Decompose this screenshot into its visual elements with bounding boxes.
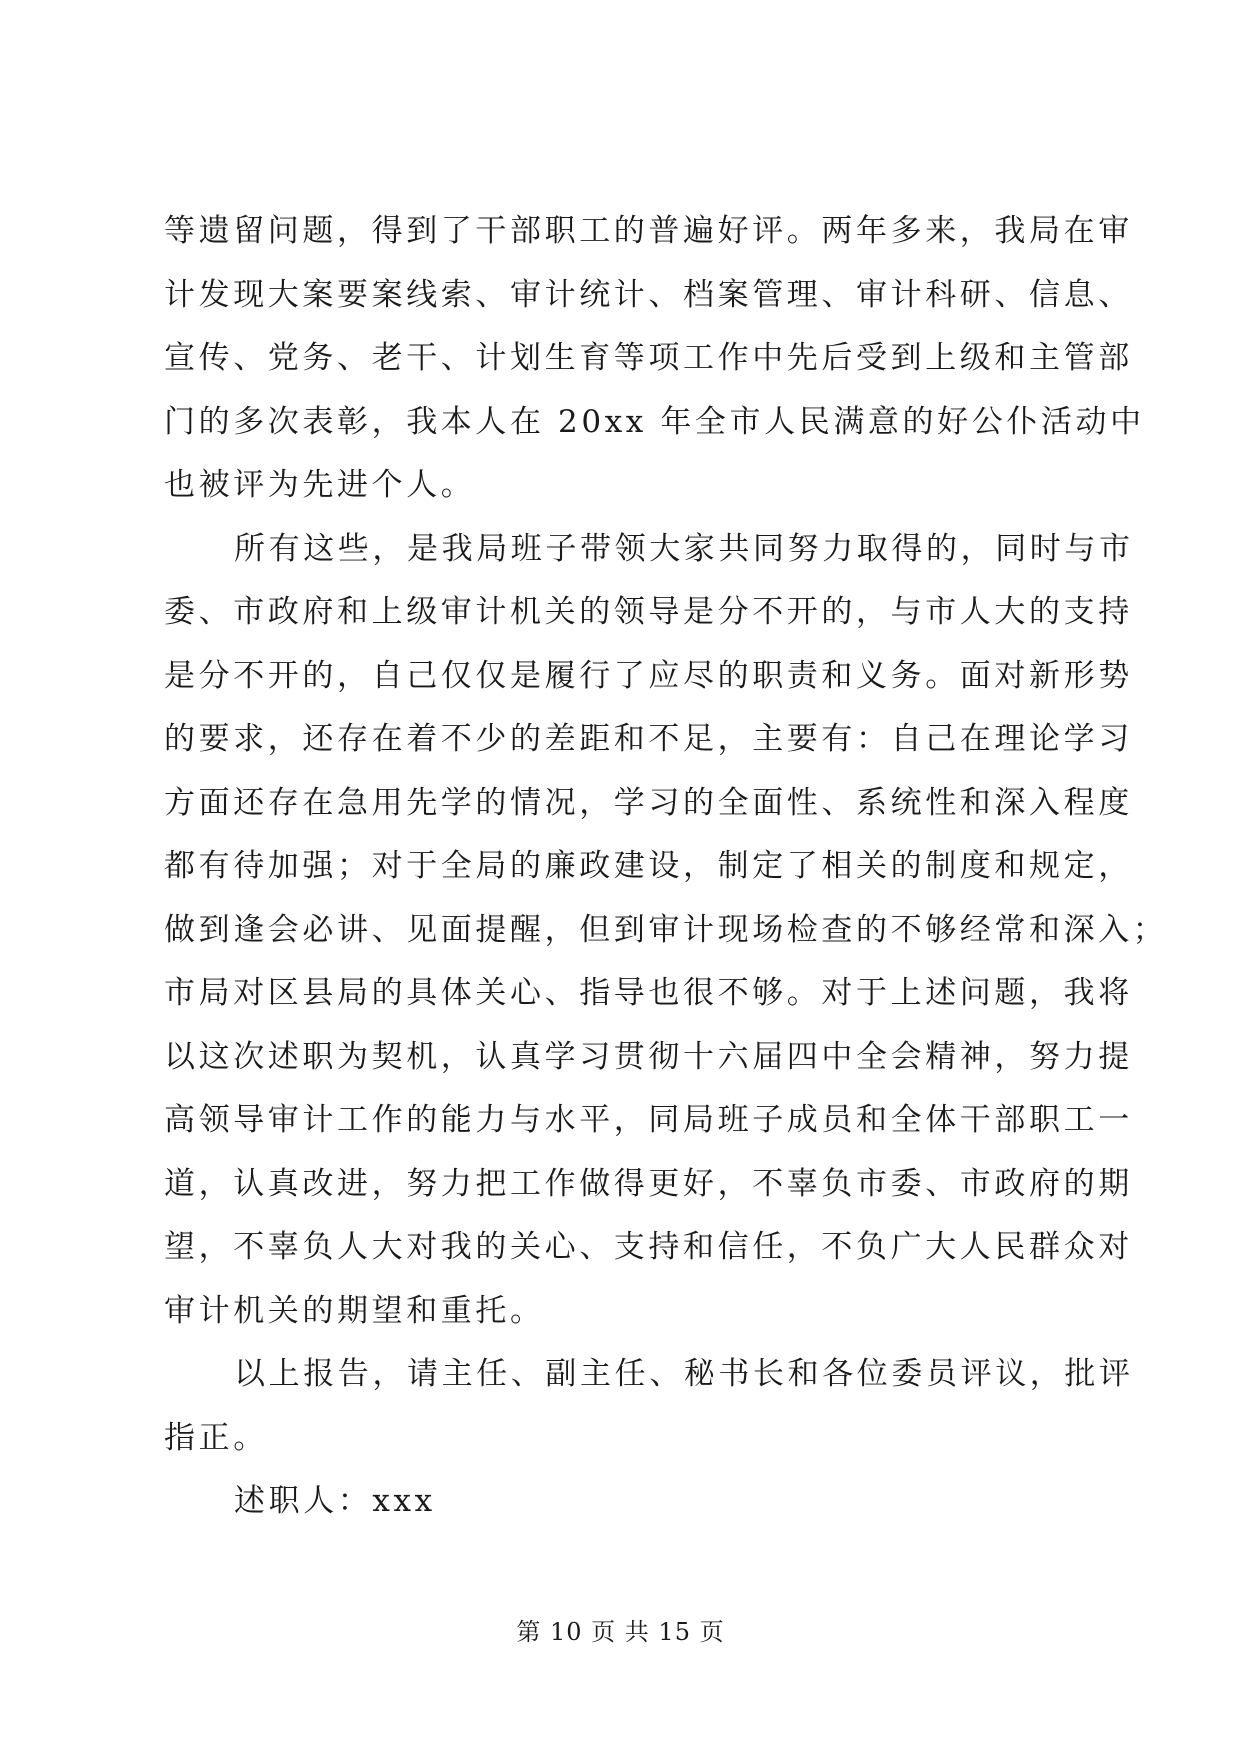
text-line: 等遗留问题，得到了干部职工的普遍好评。两年多来，我局在审 <box>164 213 1133 249</box>
text-line: 门的多次表彰，我本人在 20xx 年全市人民满意的好公仆活动中 <box>164 403 1145 440</box>
text-line: 是分不开的，自己仅仅是履行了应尽的职责和义务。面对新形势 <box>164 657 1133 694</box>
text-line: 以上报告，请主任、副主任、秘书长和各位委员评议，批评 <box>234 1356 1134 1392</box>
text-line: 所有这些，是我局班子带领大家共同努力取得的，同时与市 <box>234 530 1134 567</box>
text-line: 以这次述职为契机，认真学习贯彻十六届四中全会精神，努力提 <box>164 1038 1133 1075</box>
paragraph-1 <box>164 200 1145 518</box>
text-line: 高领导审计工作的能力与水平，同局班子成员和全体干部职工一 <box>164 1102 1133 1138</box>
text-line: 宣传、党务、老干、计划生育等项工作中先后受到上级和主管部 <box>164 340 1133 376</box>
text-line: 的要求，还存在着不少的差距和不足，主要有：自己在理论学习 <box>164 721 1133 757</box>
text-line: 审计机关的期望和重托。 <box>164 1292 545 1329</box>
text-line: 都有待加强；对于全局的廉政建设，制定了相关的制度和规定， <box>164 848 1133 884</box>
text-line: 计发现大案要案线索、审计统计、档案管理、审计科研、信息、 <box>164 276 1133 313</box>
text-line: 委、市政府和上级审计机关的领导是分不开的，与市人大的支持 <box>164 594 1133 630</box>
text-line: 道，认真改进，努力把工作做得更好，不辜负市委、市政府的期 <box>164 1165 1133 1202</box>
signature-block <box>164 1470 1084 1534</box>
signature-line: 述职人：xxx <box>234 1483 436 1519</box>
text-line: 做到逢会必讲、见面提醒，但到审计现场检查的不够经常和深入； <box>164 911 1168 948</box>
text-line: 望，不辜负人大对我的关心、支持和信任，不负广大人民群众对 <box>164 1229 1133 1265</box>
text-line: 方面还存在急用先学的情况，学习的全面性、系统性和深入程度 <box>164 784 1133 821</box>
text-line: 也被评为先进个人。 <box>164 467 476 503</box>
paragraph-2 <box>164 518 1168 1344</box>
page-footer <box>0 1612 1241 1647</box>
text-line: 市局对区县局的具体关心、指导也很不够。对于上述问题，我将 <box>164 975 1133 1011</box>
document-body <box>164 200 1168 1534</box>
page-number: 第 10 页 共 15 页 <box>516 1618 725 1646</box>
paragraph-3 <box>164 1343 1134 1470</box>
text-line: 指正。 <box>164 1419 268 1456</box>
